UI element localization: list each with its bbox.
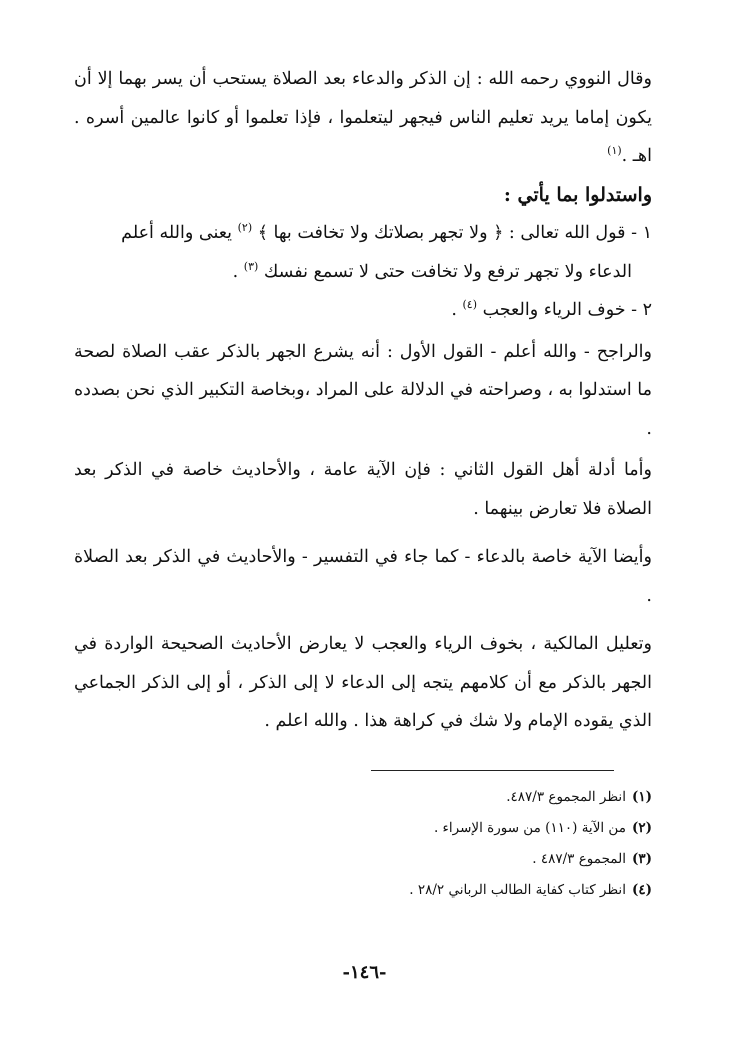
evidence-item-1-continuation: الدعاء ولا تجهر ترفع ولا تخافت حتى لا تسمع نفسك $^{(٣)}$ . bbox=[232, 259, 632, 282]
evidence-item-2: ٢ - خوف الرياء والعجب $^{(٤)}$ . bbox=[451, 298, 652, 320]
paragraph-verse-specific: وأيضا الآية خاصة بالدعاء - كما جاء في التفسير - والأحاديث في الذكر بعد الصلاة . bbox=[74, 547, 652, 606]
footnotes bbox=[74, 782, 652, 906]
footnote-2: (٢)من الآية (١١٠) من سورة الإسراء . bbox=[433, 820, 652, 836]
footnote-ref-3: (٣) bbox=[243, 259, 259, 273]
footnote-4: (٤)انظر كتاب كفاية الطالب الرباني ٢٨/٢ . bbox=[409, 882, 652, 898]
paragraph-maliki-reasoning: وتعليل المالكية ، بخوف الرياء والعجب لا يعارض الأحاديث الصحيحة الواردة في الجهر بالذكر مع أن كلامهم يتجه إلى الدعاء لا إلى الذكر ، أو إلى الذكر الجماعي الذي يقوده الإمام ولا شك في كراهة هذا . والله اعلم . bbox=[74, 634, 652, 731]
footnote-ref-1: (١) bbox=[607, 144, 622, 158]
main-text bbox=[74, 60, 652, 741]
footnote-1: (١)انظر المجموع ٤٨٧/٣. bbox=[506, 789, 652, 805]
paragraph-nawawi-quote: وقال النووي رحمه الله : إن الذكر والدعاء بعد الصلاة يستحب أن يسر بهما إلا أن يكون إماما يريد تعليم الناس فيجهر ليتعلموا ، فإذا تعلموا أو كانوا عالمين أسره . اهـ .$^{(١)}$ bbox=[74, 69, 652, 166]
section-heading: واستدلوا بما يأتي : bbox=[503, 183, 652, 206]
footnote-3: (٣)المجموع ٤٨٧/٣ . bbox=[532, 851, 652, 867]
footnote-ref-2: (٢) bbox=[237, 221, 253, 235]
page-number: -١٤٦- bbox=[342, 962, 387, 983]
evidence-item-1: ١ - قول الله تعالى : ﴿ ولا تجهر بصلاتك ولا تخافت بها ﴾ $^{(٢)}$ يعنى والله أعلم bbox=[121, 221, 652, 243]
paragraph-second-opinion-evidence: وأما أدلة أهل القول الثاني : فإن الآية عامة ، والأحاديث خاصة في الذكر بعد الصلاة فلا تعارض بينهما . bbox=[74, 460, 652, 519]
paragraph-preferred-opinion: والراجح - والله أعلم - القول الأول : أنه يشرع الجهر بالذكر عقب الصلاة لصحة ما استدلوا به ، وصراحته في الدلالة على المراد ،وبخاصة التكبير الذي نحن بصدده . bbox=[74, 341, 652, 439]
footnote-ref-4: (٤) bbox=[462, 298, 477, 312]
footnote-divider bbox=[371, 770, 614, 771]
